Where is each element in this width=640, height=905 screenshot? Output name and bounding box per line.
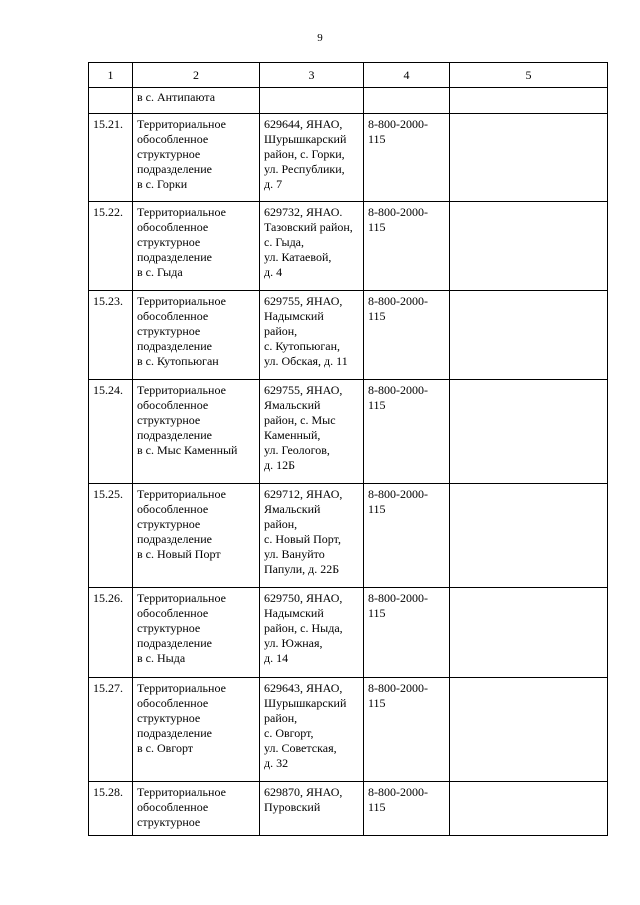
cell-name: Территориальное обособленное структурное подразделение в с. Овгорт xyxy=(133,678,260,782)
table-row xyxy=(89,782,608,836)
table-row-continuation xyxy=(89,88,608,114)
cell-num: 15.27. xyxy=(89,678,133,782)
cell-num: 15.22. xyxy=(89,202,133,291)
cell-num: 15.28. xyxy=(89,782,133,836)
page-number: 9 xyxy=(317,32,323,44)
cell-phone: 8-800-2000- 115 xyxy=(364,678,450,782)
column-header-3: 3 xyxy=(260,63,364,88)
table-row xyxy=(89,202,608,291)
cell-phone: 8-800-2000- 115 xyxy=(364,114,450,202)
cell-address xyxy=(260,88,364,114)
table-row xyxy=(89,588,608,678)
cell-name: Территориальное обособленное структурное подразделение в с. Ныда xyxy=(133,588,260,678)
cell-num xyxy=(89,88,133,114)
cell-address: 629712, ЯНАО, Ямальский район, с. Новый Порт, ул. Вануйто Папули, д. 22Б xyxy=(260,484,364,588)
cell-phone: 8-800-2000- 115 xyxy=(364,484,450,588)
cell-num: 15.23. xyxy=(89,291,133,380)
cell-col5 xyxy=(450,114,608,202)
cell-col5 xyxy=(450,678,608,782)
organizations-table xyxy=(88,62,608,836)
cell-phone xyxy=(364,88,450,114)
cell-col5 xyxy=(450,782,608,836)
cell-col5 xyxy=(450,88,608,114)
column-header-4: 4 xyxy=(364,63,450,88)
cell-phone: 8-800-2000- 115 xyxy=(364,782,450,836)
column-header-5: 5 xyxy=(450,63,608,88)
cell-name: Территориальное обособленное структурное подразделение в с. Мыс Каменный xyxy=(133,380,260,484)
cell-address: 629755, ЯНАО, Ямальский район, с. Мыс Каменный, ул. Геологов, д. 12Б xyxy=(260,380,364,484)
cell-col5 xyxy=(450,588,608,678)
table-row xyxy=(89,484,608,588)
cell-address: 629732, ЯНАО. Тазовский район, с. Гыда, ул. Катаевой, д. 4 xyxy=(260,202,364,291)
cell-phone: 8-800-2000- 115 xyxy=(364,380,450,484)
cell-col5 xyxy=(450,202,608,291)
cell-phone: 8-800-2000- 115 xyxy=(364,202,450,291)
cell-address: 629644, ЯНАО, Шурышкарский район, с. Горки, ул. Республики, д. 7 xyxy=(260,114,364,202)
cell-phone: 8-800-2000- 115 xyxy=(364,291,450,380)
cell-col5 xyxy=(450,380,608,484)
cell-address: 629750, ЯНАО, Надымский район, с. Ныда, ул. Южная, д. 14 xyxy=(260,588,364,678)
table-row xyxy=(89,114,608,202)
cell-name: Территориальное обособленное структурное подразделение в с. Гыда xyxy=(133,202,260,291)
table-row xyxy=(89,380,608,484)
cell-num: 15.26. xyxy=(89,588,133,678)
cell-address: 629643, ЯНАО, Шурышкарский район, с. Овгорт, ул. Советская, д. 32 xyxy=(260,678,364,782)
cell-name: Территориальное обособленное структурное xyxy=(133,782,260,836)
cell-name: Территориальное обособленное структурное подразделение в с. Кутопьюган xyxy=(133,291,260,380)
column-header-1: 1 xyxy=(89,63,133,88)
cell-name: Территориальное обособленное структурное подразделение в с. Новый Порт xyxy=(133,484,260,588)
cell-phone: 8-800-2000- 115 xyxy=(364,588,450,678)
cell-name: Территориальное обособленное структурное подразделение в с. Горки xyxy=(133,114,260,202)
cell-num: 15.21. xyxy=(89,114,133,202)
table-header-row xyxy=(89,63,608,88)
column-header-2: 2 xyxy=(133,63,260,88)
table-row xyxy=(89,291,608,380)
cell-num: 15.25. xyxy=(89,484,133,588)
cell-col5 xyxy=(450,484,608,588)
table-row xyxy=(89,678,608,782)
cell-num: 15.24. xyxy=(89,380,133,484)
cell-address: 629755, ЯНАО, Надымский район, с. Кутопьюган, ул. Обская, д. 11 xyxy=(260,291,364,380)
cell-name: в с. Антипаюта xyxy=(133,88,260,114)
cell-col5 xyxy=(450,291,608,380)
cell-address: 629870, ЯНАО, Пуровский xyxy=(260,782,364,836)
